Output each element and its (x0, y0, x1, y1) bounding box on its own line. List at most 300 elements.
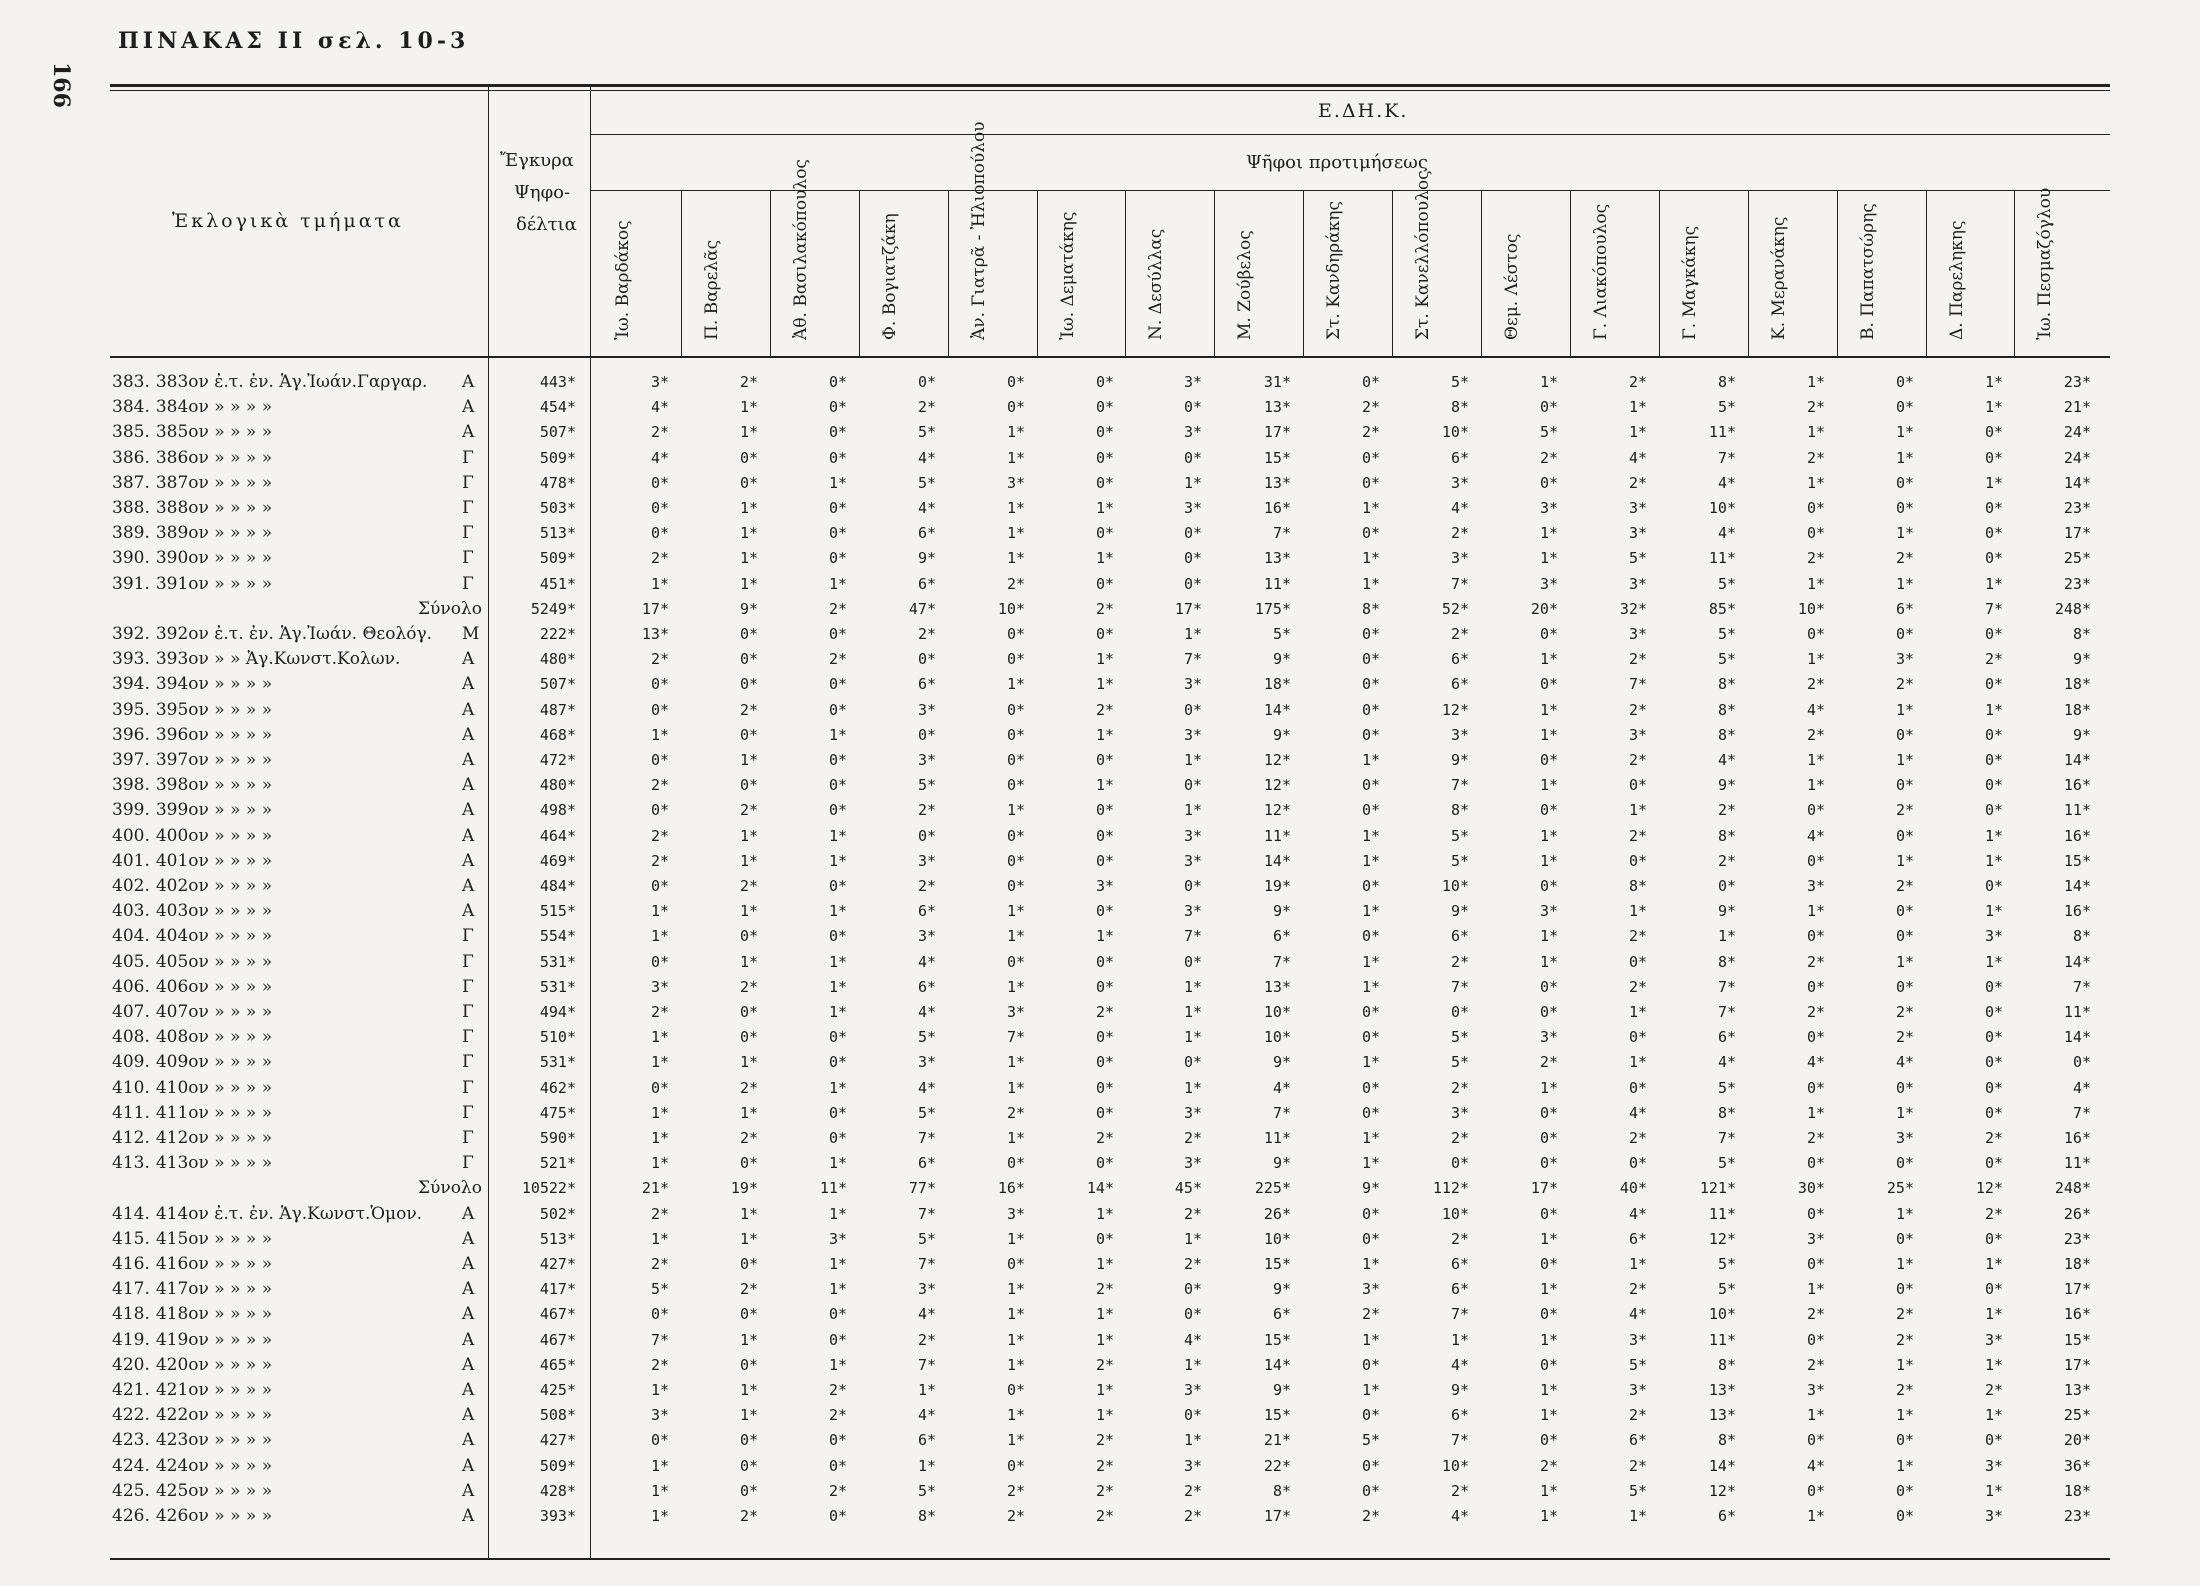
candidate-name: Ἀν. Γιατρᾶ - Ἠλιοπούλου (969, 121, 989, 340)
preference-votes: 1* (917, 1381, 936, 1399)
preference-votes: 1* (650, 575, 669, 593)
preference-votes: 10* (1708, 1305, 1736, 1323)
preference-votes: 3* (1183, 499, 1202, 517)
preference-votes: 0* (1095, 373, 1114, 391)
preference-votes: 3* (1984, 1507, 2003, 1525)
preference-votes: 2* (1361, 1305, 1380, 1323)
row-label (112, 1103, 474, 1123)
preference-votes: 1* (1984, 902, 2003, 920)
preference-votes: 0* (1806, 978, 1825, 996)
preference-votes: 9* (2072, 650, 2091, 668)
preference-votes: 4* (1450, 499, 1469, 517)
valid-ballots: 498* (539, 801, 576, 819)
zone-letter: Α (462, 1304, 475, 1324)
zone-letter: Μ (462, 624, 480, 644)
preference-votes: 0* (1984, 978, 2003, 996)
preference-votes: 2* (1628, 927, 1647, 945)
zone-letter: Α (462, 876, 475, 896)
preference-votes: 1* (1095, 499, 1114, 517)
valid-ballots: 484* (539, 877, 576, 895)
row-label (112, 1027, 474, 1047)
preference-votes: 3* (1095, 877, 1114, 895)
section-name: 405ον » » » » (155, 952, 273, 972)
valid-ballots: 427* (539, 1431, 576, 1449)
preference-votes: 8* (1361, 600, 1380, 618)
preference-votes: 0* (1183, 1406, 1202, 1424)
preference-votes: 0* (1806, 1079, 1825, 1097)
section-name: 406ον » » » » (155, 977, 273, 997)
preference-votes: 3* (1361, 1280, 1380, 1298)
preference-votes: 225* (1254, 1179, 1291, 1197)
preference-votes: 1* (1006, 1230, 1025, 1248)
preference-votes: 1* (1095, 549, 1114, 567)
preference-votes: 0* (1984, 499, 2003, 517)
preference-votes: 2* (739, 978, 758, 996)
preference-votes: 1* (1539, 1280, 1558, 1298)
preference-votes: 1* (1006, 1331, 1025, 1349)
preference-votes: 1* (1895, 524, 1914, 542)
preference-votes: 9* (1272, 902, 1291, 920)
zone-letter: Γ (462, 1128, 474, 1148)
preference-votes: 0* (1895, 1079, 1914, 1097)
preference-votes: 1* (828, 1205, 847, 1223)
preference-votes: 0* (1095, 801, 1114, 819)
preference-votes: 2* (1095, 1356, 1114, 1374)
preference-votes: 1* (1006, 1053, 1025, 1071)
section-name: 389ον » » » » (155, 523, 273, 543)
preference-votes: 25* (1886, 1179, 1914, 1197)
valid-ballots: 502* (539, 1205, 576, 1223)
preference-votes: 2* (1450, 524, 1469, 542)
preference-votes: 1* (1361, 1154, 1380, 1172)
preference-votes: 0* (1183, 449, 1202, 467)
preference-votes: 1* (1539, 776, 1558, 794)
row-label (112, 599, 482, 619)
preference-votes: 1* (1628, 1507, 1647, 1525)
preference-votes: 5* (917, 776, 936, 794)
zone-letter: Γ (462, 1002, 474, 1022)
preference-votes: 1* (1539, 1406, 1558, 1424)
preference-votes: 0* (650, 1431, 669, 1449)
preference-votes: 24* (2063, 423, 2091, 441)
section-name: 393ον » » Ἁγ.Κωνστ.Κολων. (155, 649, 401, 669)
preference-votes: 3* (1539, 1028, 1558, 1046)
preference-votes: 1* (1984, 1356, 2003, 1374)
preference-votes: 0* (1717, 877, 1736, 895)
preference-votes: 5* (1717, 625, 1736, 643)
preference-votes: 3* (1183, 675, 1202, 693)
preference-votes: 5* (1539, 423, 1558, 441)
preference-votes: 1* (1806, 1406, 1825, 1424)
preference-votes: 1* (650, 1507, 669, 1525)
preference-votes: 2* (739, 801, 758, 819)
preference-votes: 2* (650, 1356, 669, 1374)
preference-votes: 0* (1895, 474, 1914, 492)
row-number: 412. (112, 1128, 150, 1148)
preference-votes: 0* (1361, 1406, 1380, 1424)
preference-votes: 12* (1441, 701, 1469, 719)
preference-votes: 3* (1539, 902, 1558, 920)
valid-ballots: 507* (539, 423, 576, 441)
preference-votes: 9* (1717, 776, 1736, 794)
preference-votes: 2* (1806, 726, 1825, 744)
preference-votes: 1* (1628, 1255, 1647, 1273)
preference-votes: 1* (1895, 852, 1914, 870)
preference-votes: 1* (1806, 423, 1825, 441)
preference-votes: 5* (1628, 549, 1647, 567)
valid-ballots: 464* (539, 827, 576, 845)
preference-votes: 0* (828, 1431, 847, 1449)
preference-votes: 1* (1628, 801, 1647, 819)
section-name: 398ον » » » » (155, 775, 273, 795)
preference-votes: 0* (1539, 1255, 1558, 1273)
preference-votes: 0* (1984, 524, 2003, 542)
preference-votes: 3* (650, 1406, 669, 1424)
row-label (112, 674, 475, 694)
preference-votes: 2* (1183, 1507, 1202, 1525)
preference-votes: 0* (828, 1305, 847, 1323)
preference-votes: 16* (2063, 902, 2091, 920)
row-number: 400. (112, 826, 150, 846)
preference-votes: 0* (828, 1129, 847, 1147)
preference-votes: 3* (1183, 1104, 1202, 1122)
preference-votes: 2* (1895, 1331, 1914, 1349)
preference-votes: 1* (650, 902, 669, 920)
section-name: 401ον » » » » (155, 851, 273, 871)
preference-votes: 1* (650, 1053, 669, 1071)
preference-votes: 0* (828, 423, 847, 441)
preference-votes: 21* (2063, 398, 2091, 416)
zone-letter: Γ (462, 448, 474, 468)
row-label (112, 1229, 475, 1249)
section-name: 425ον » » » » (155, 1481, 273, 1501)
preference-votes: 16* (2063, 776, 2091, 794)
preference-votes: 0* (1806, 1431, 1825, 1449)
preference-votes: 2* (828, 650, 847, 668)
row-label (112, 1481, 475, 1501)
total-label: Σύνολο (418, 599, 482, 619)
preference-votes: 15* (2063, 1331, 2091, 1349)
preference-votes: 3* (1806, 1381, 1825, 1399)
row-number: 389. (112, 523, 150, 543)
preference-votes: 31* (1263, 373, 1291, 391)
preference-votes: 1* (1361, 978, 1380, 996)
preference-votes: 0* (1539, 801, 1558, 819)
preference-votes: 0* (828, 701, 847, 719)
preference-votes: 1* (1361, 751, 1380, 769)
preference-votes: 7* (1450, 1305, 1469, 1323)
preference-votes: 8* (1717, 373, 1736, 391)
preference-votes: 0* (650, 524, 669, 542)
preference-votes: 3* (1628, 499, 1647, 517)
preference-votes: 0* (828, 1104, 847, 1122)
preference-votes: 1* (1628, 902, 1647, 920)
preference-votes: 8* (1717, 1431, 1736, 1449)
preference-votes: 8* (1717, 827, 1736, 845)
valid-ballots: 480* (539, 650, 576, 668)
preference-votes: 0* (1984, 776, 2003, 794)
preference-votes: 3* (1183, 1381, 1202, 1399)
preference-votes: 0* (1806, 1205, 1825, 1223)
preference-votes: 2* (1628, 373, 1647, 391)
preference-votes: 2* (1806, 953, 1825, 971)
preference-votes: 4* (1806, 1457, 1825, 1475)
preference-votes: 0* (1450, 1154, 1469, 1172)
row-label (112, 574, 474, 594)
candidate-name: Ν. Δεσύλλας (1146, 228, 1166, 340)
preference-votes: 0* (739, 1431, 758, 1449)
preference-votes: 9* (1450, 751, 1469, 769)
preference-votes: 2* (1361, 1507, 1380, 1525)
preference-votes: 0* (1806, 625, 1825, 643)
preference-votes: 0* (739, 474, 758, 492)
preference-votes: 18* (2063, 675, 2091, 693)
preference-votes: 1* (1984, 1406, 2003, 1424)
preference-votes: 1* (1183, 1431, 1202, 1449)
preference-votes: 7* (917, 1255, 936, 1273)
preference-votes: 2* (650, 549, 669, 567)
section-name: 395ον » » » » (155, 700, 273, 720)
preference-votes: 23* (2063, 1507, 2091, 1525)
preference-votes: 1* (739, 1406, 758, 1424)
row-number: 411. (112, 1103, 150, 1123)
preference-votes: 16* (2063, 827, 2091, 845)
preference-votes: 2* (1806, 1129, 1825, 1147)
preference-votes: 8* (1717, 953, 1736, 971)
preference-votes: 1* (1006, 801, 1025, 819)
preference-votes: 8* (2072, 625, 2091, 643)
preference-votes: 3* (1539, 575, 1558, 593)
preference-votes: 1* (1806, 776, 1825, 794)
row-label (112, 800, 475, 820)
preference-votes: 0* (828, 449, 847, 467)
row-label (112, 750, 475, 770)
preference-votes: 7* (1984, 600, 2003, 618)
row-label (112, 422, 475, 442)
preference-votes: 3* (1628, 625, 1647, 643)
zone-letter: Γ (462, 977, 474, 997)
zone-letter: Γ (462, 498, 474, 518)
valid-ballots: 487* (539, 701, 576, 719)
preference-votes: 0* (1006, 776, 1025, 794)
preference-votes: 0* (1361, 701, 1380, 719)
preference-votes: 5* (1717, 398, 1736, 416)
preference-votes: 0* (1361, 449, 1380, 467)
preference-votes: 6* (1272, 1305, 1291, 1323)
zone-letter: Α (462, 1229, 475, 1249)
row-number: 401. (112, 851, 150, 871)
valid-ballots: 590* (539, 1129, 576, 1147)
preference-votes: 2* (1628, 751, 1647, 769)
preference-votes: 13* (1263, 978, 1291, 996)
preference-votes: 12* (1263, 801, 1291, 819)
preference-votes: 2* (1806, 549, 1825, 567)
row-number: 402. (112, 876, 150, 896)
preference-votes: 5* (917, 1028, 936, 1046)
preference-votes: 3* (650, 373, 669, 391)
preference-votes: 1* (1806, 575, 1825, 593)
preference-votes: 1* (1006, 1406, 1025, 1424)
preference-votes: 9* (1450, 902, 1469, 920)
preference-votes: 23* (2063, 373, 2091, 391)
preference-votes: 0* (739, 1028, 758, 1046)
preference-votes: 1* (1006, 927, 1025, 945)
preference-votes: 1* (1539, 852, 1558, 870)
preference-votes: 16* (2063, 1305, 2091, 1323)
preference-votes: 0* (1806, 927, 1825, 945)
preference-votes: 1* (1895, 1406, 1914, 1424)
candidate-header (1770, 190, 1850, 348)
candidate-name: Π. Βαρελᾶς (702, 239, 722, 340)
preference-votes: 2* (739, 1079, 758, 1097)
preference-votes: 16* (997, 1179, 1025, 1197)
preference-votes: 0* (1895, 398, 1914, 416)
preference-votes: 7* (2072, 978, 2091, 996)
preference-votes: 13* (1263, 398, 1291, 416)
preference-votes: 4* (1717, 474, 1736, 492)
preference-votes: 47* (908, 600, 936, 618)
valid-ballots: 531* (539, 1053, 576, 1071)
preference-votes: 1* (828, 1003, 847, 1021)
preference-votes: 7* (1628, 675, 1647, 693)
preference-votes: 1* (1628, 1053, 1647, 1071)
preference-votes: 0* (1806, 499, 1825, 517)
preference-votes: 6* (917, 1431, 936, 1449)
preference-votes: 0* (1095, 423, 1114, 441)
row-label (112, 624, 480, 644)
preference-votes: 1* (1095, 1205, 1114, 1223)
preference-votes: 0* (1183, 398, 1202, 416)
preference-votes: 1* (650, 1457, 669, 1475)
row-number: 391. (112, 574, 150, 594)
preference-votes: 11* (1708, 549, 1736, 567)
preference-votes: 3* (1006, 1003, 1025, 1021)
row-number: 421. (112, 1380, 150, 1400)
preference-votes: 4* (1450, 1507, 1469, 1525)
preference-votes: 1* (1539, 1381, 1558, 1399)
preference-votes: 2* (650, 1205, 669, 1223)
valid-ballots: 425* (539, 1381, 576, 1399)
preference-votes: 5* (1628, 1482, 1647, 1500)
preference-votes: 1* (1628, 423, 1647, 441)
row-number: 385. (112, 422, 150, 442)
preference-votes: 14* (1263, 701, 1291, 719)
preference-votes: 9* (1272, 1280, 1291, 1298)
preference-votes: 248* (2054, 1179, 2091, 1197)
preference-votes: 2* (917, 1331, 936, 1349)
row-number: 415. (112, 1229, 150, 1249)
zone-letter: Α (462, 1481, 475, 1501)
candidate-name: Β. Παπατσώρης (1858, 203, 1878, 340)
preference-votes: 52* (1441, 600, 1469, 618)
preference-votes: 2* (917, 877, 936, 895)
preference-votes: 1* (1006, 675, 1025, 693)
preference-votes: 5* (1717, 1255, 1736, 1273)
row-label (112, 1254, 475, 1274)
preference-votes: 1* (1006, 1280, 1025, 1298)
preference-votes: 0* (1984, 1003, 2003, 1021)
preference-votes: 3* (1628, 1381, 1647, 1399)
preference-votes: 6* (917, 575, 936, 593)
preference-votes: 1* (739, 423, 758, 441)
preference-votes: 4* (1272, 1079, 1291, 1097)
preference-votes: 4* (917, 1003, 936, 1021)
preference-votes: 1* (739, 1205, 758, 1223)
valid-header-3: δέλτια (516, 214, 577, 235)
valid-ballots: 531* (539, 978, 576, 996)
preference-votes: 0* (650, 499, 669, 517)
zone-letter: Α (462, 1456, 475, 1476)
preference-votes: 6* (1717, 1507, 1736, 1525)
preference-votes: 3* (1183, 852, 1202, 870)
top-rule (110, 84, 2110, 87)
preference-votes: 7* (917, 1205, 936, 1223)
preference-votes: 1* (1895, 751, 1914, 769)
preference-votes: 1* (1183, 1079, 1202, 1097)
preference-votes: 8* (1450, 398, 1469, 416)
row-number: 416. (112, 1254, 150, 1274)
preference-votes: 0* (1095, 625, 1114, 643)
preference-votes: 1* (739, 827, 758, 845)
zone-letter: Α (462, 397, 475, 417)
row-label (112, 1506, 475, 1526)
preference-votes: 0* (1539, 1431, 1558, 1449)
preference-votes: 4* (650, 449, 669, 467)
preference-votes: 0* (739, 1154, 758, 1172)
preference-votes: 3* (917, 852, 936, 870)
preference-votes: 6* (1450, 1280, 1469, 1298)
row-label (112, 977, 474, 997)
preference-votes: 0* (739, 1003, 758, 1021)
preference-votes: 2* (1095, 1507, 1114, 1525)
preference-votes: 3* (1183, 373, 1202, 391)
row-label (112, 1304, 475, 1324)
valid-ballots: 513* (539, 524, 576, 542)
preference-votes: 0* (1984, 1280, 2003, 1298)
preference-votes: 1* (1095, 1381, 1114, 1399)
preference-votes: 2* (739, 877, 758, 895)
sections-header: Ἐκλογικὰ τμήματα (172, 210, 404, 232)
preference-votes: 0* (1006, 1154, 1025, 1172)
preference-votes: 2* (1450, 1079, 1469, 1097)
preference-votes: 0* (1183, 524, 1202, 542)
preference-votes: 2* (739, 373, 758, 391)
preference-votes: 4* (917, 1406, 936, 1424)
preference-votes: 0* (1450, 1003, 1469, 1021)
preference-votes: 0* (1006, 953, 1025, 971)
top-rule-thin (110, 90, 2110, 91)
row-number: 422. (112, 1405, 150, 1425)
preference-votes: 1* (1006, 1431, 1025, 1449)
preference-votes: 1* (1895, 1356, 1914, 1374)
preference-votes: 1* (828, 1255, 847, 1273)
preference-votes: 2* (1006, 575, 1025, 593)
preference-votes: 4* (917, 1305, 936, 1323)
preference-votes: 1* (828, 978, 847, 996)
preference-votes: 0* (1539, 398, 1558, 416)
preference-votes: 248* (2054, 600, 2091, 618)
preference-votes: 3* (917, 1280, 936, 1298)
valid-ballots: 443* (539, 373, 576, 391)
preference-votes: 13* (1708, 1381, 1736, 1399)
candidate-name: Ἀθ. Βασιλακόπουλος (791, 159, 811, 340)
preference-votes: 7* (917, 1129, 936, 1147)
zone-letter: Α (462, 1506, 475, 1526)
zone-letter: Γ (462, 523, 474, 543)
preference-votes: 0* (917, 373, 936, 391)
preference-votes: 3* (1628, 726, 1647, 744)
preference-votes: 5* (1272, 625, 1291, 643)
